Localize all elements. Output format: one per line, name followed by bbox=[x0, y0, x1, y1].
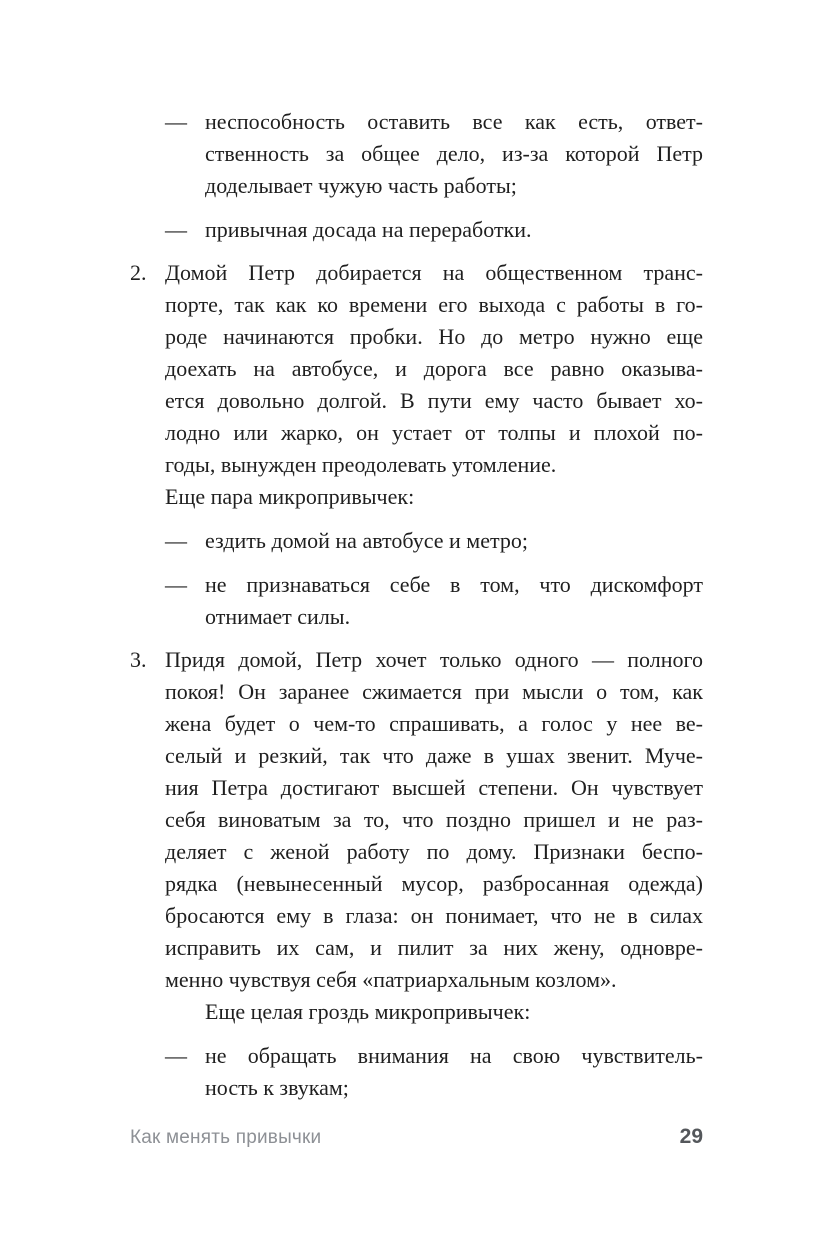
dash-bullet-marker: — bbox=[165, 109, 187, 134]
text-line: ездить домой на автобусе и метро; bbox=[205, 528, 528, 553]
text-line: порте, так как ко времени его выхода с работы в го- bbox=[165, 292, 703, 317]
numbered-item-2 bbox=[130, 257, 703, 513]
running-title: Как менять привычки bbox=[130, 1127, 322, 1148]
text-line: привычная досада на переработки. bbox=[205, 217, 532, 242]
text-line: деляет с женой работу по дому. Признаки беспо- bbox=[165, 839, 703, 864]
dash-bullet-marker: — bbox=[165, 1043, 187, 1068]
text-line: ность к звукам; bbox=[205, 1075, 349, 1100]
numbered-item-3 bbox=[130, 644, 703, 1028]
text-line: покоя! Он заранее сжимается при мысли о том, как bbox=[165, 679, 703, 704]
text-line: лодно или жарко, он устает от толпы и плохой по- bbox=[165, 420, 703, 445]
text-line: себя виноватым за то, что поздно пришел и не раз- bbox=[165, 807, 703, 832]
text-line: доделывает чужую часть работы; bbox=[205, 173, 517, 198]
bullet-item bbox=[165, 1040, 703, 1104]
bullet-item bbox=[165, 214, 703, 246]
text-line: Домой Петр добирается на общественном транс- bbox=[165, 260, 703, 285]
text-line: роде начинаются пробки. Но до метро нужно еще bbox=[165, 324, 703, 349]
page-number: 29 bbox=[679, 1125, 703, 1148]
text-line: менно чувствуя себя «патриархальным козлом». bbox=[165, 967, 617, 992]
dash-bullet-marker: — bbox=[165, 217, 187, 242]
text-line: ния Петра достигают высшей степени. Он чувствует bbox=[165, 775, 703, 800]
bullet-item bbox=[165, 106, 703, 202]
item-number: 3. bbox=[130, 647, 147, 672]
text-line: Еще целая гроздь микропривычек: bbox=[205, 999, 531, 1024]
text-line: ется довольно долгой. В пути ему часто бывает хо- bbox=[165, 388, 703, 413]
page-text-column bbox=[130, 106, 703, 1104]
dash-bullet-marker: — bbox=[165, 572, 187, 597]
text-line: жена будет о чем-то спрашивать, а голос у нее ве- bbox=[165, 711, 703, 736]
text-line: отнимает силы. bbox=[205, 604, 351, 629]
bullet-item bbox=[165, 525, 703, 557]
text-line: годы, вынужден преодолевать утомление. bbox=[165, 452, 557, 477]
item-number: 2. bbox=[130, 260, 147, 285]
text-line: бросаются ему в глаза: он понимает, что не в силах bbox=[165, 903, 703, 928]
text-line: не обращать внимания на свою чувствитель- bbox=[205, 1043, 703, 1068]
text-line: доехать на автобусе, и дорога все равно оказыва- bbox=[165, 356, 703, 381]
text-line: селый и резкий, так что даже в ушах звенит. Муче- bbox=[165, 743, 703, 768]
text-line: неспособность оставить все как есть, ответ- bbox=[205, 109, 703, 134]
text-line: Еще пара микропривычек: bbox=[165, 484, 415, 509]
text-line: ственность за общее дело, из-за которой Петр bbox=[205, 141, 703, 166]
bullet-item bbox=[165, 569, 703, 633]
text-line: Придя домой, Петр хочет только одного — полного bbox=[165, 647, 703, 672]
text-line: не признаваться себе в том, что дискомфорт bbox=[205, 572, 703, 597]
text-line: исправить их сам, и пилит за них жену, одновре- bbox=[165, 935, 703, 960]
dash-bullet-marker: — bbox=[165, 528, 187, 553]
text-line: рядка (невынесенный мусор, разбросанная одежда) bbox=[165, 871, 703, 896]
page-footer bbox=[130, 1125, 703, 1149]
